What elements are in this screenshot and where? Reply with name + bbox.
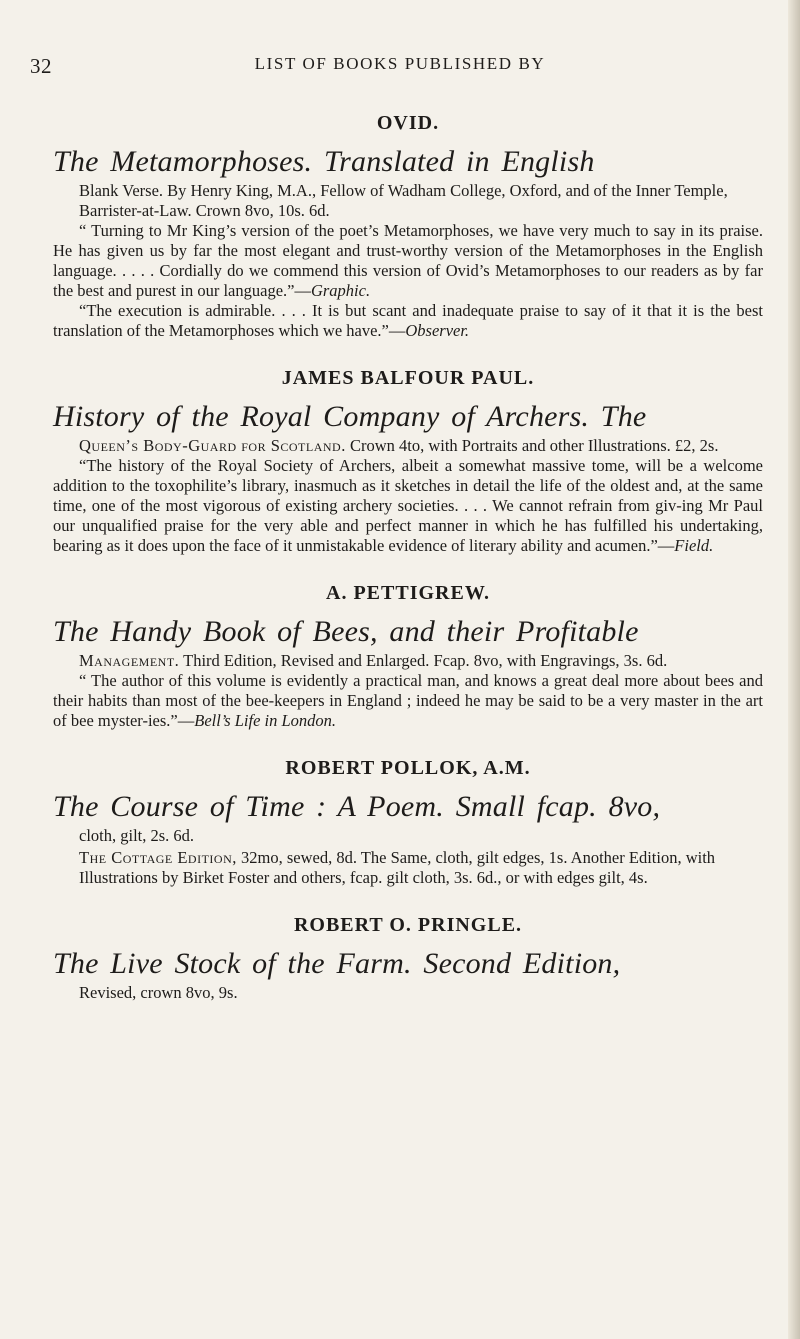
review-source: Observer.	[405, 321, 470, 340]
details-text: Crown 4to, with Portraits and other Illustrations. £2, 2s.	[345, 436, 719, 455]
review-text: “ Turning to Mr King’s version of the poet’s Metamorphoses, we have very much to say in its praise. He has given us by far the most elegant and trust-worthy version of the Metamorphoses in the English language. . . . . Cordially do we commend this version of Ovid’s Metamorphoses to our readers as by far the best and purest in our language.”—	[53, 221, 763, 300]
author-heading: JAMES BALFOUR PAUL.	[281, 367, 535, 389]
review-quote	[53, 221, 763, 301]
review-source: Field.	[674, 536, 714, 555]
edition-smallcaps: The Cottage Edition,	[79, 848, 237, 867]
review-quote	[53, 671, 763, 731]
book-title: The Handy Book of Bees, and their Profitable	[53, 615, 639, 648]
author-heading: A. PETTIGREW.	[326, 582, 490, 604]
page-number: 32	[30, 54, 52, 78]
book-details: Revised, crown 8vo, 9s.	[79, 983, 238, 1002]
book-entry	[53, 582, 763, 731]
author-heading: ROBERT POLLOK, A.M.	[285, 757, 531, 779]
review-quote	[53, 456, 763, 556]
book-title: The Live Stock of the Farm. Second Edition,	[53, 947, 621, 980]
book-title: History of the Royal Company of Archers. The	[53, 400, 647, 433]
book-entry	[53, 367, 763, 556]
author-heading: ROBERT O. PRINGLE.	[293, 914, 523, 936]
details-text: 32mo, sewed, 8d. The Same, cloth, gilt edges, 1s. Another Edition, with Illustrations by Birket Foster and others, fcap. gilt cloth, 3s. 6d., or with edges gilt, 4s.	[79, 848, 716, 887]
details-text: Third Edition, Revised and Enlarged. Fcap. 8vo, with Engravings, 3s. 6d.	[179, 651, 668, 670]
book-details	[53, 651, 763, 671]
page-edge-shadow	[788, 0, 800, 1339]
page-header	[0, 50, 800, 84]
review-source: Graphic.	[310, 281, 371, 300]
book-title: The Course of Time : A Poem. Small fcap. 8vo,	[53, 790, 661, 823]
book-entry	[53, 757, 763, 888]
review-text: “ The author of this volume is evidently a practical man, and knows a great deal more about bees and their habits than most of the bee-keepers in England ; indeed he may be said to be a very master in the art of bee myster-ies.”—	[53, 671, 763, 730]
book-entry	[53, 112, 763, 341]
book-entry	[53, 914, 763, 1003]
review-source: Bell’s Life in London.	[194, 711, 337, 730]
subtitle-smallcaps: Management.	[79, 651, 180, 670]
review-text: “The history of the Royal Society of Archers, albeit a somewhat massive tome, will be a welcome addition to the toxophilite’s library, inasmuch as it sketches in detail the life of the oldest and, at the same time, one of the most vigorous of existing archery societies. . . . We cannot refrain from giv-ing Mr Paul our unqualified praise for the very able and perfect manner in which he has fulfilled his undertaking, bearing as it does upon the face of it unmistakable evidence of literary ability and acumen.”—	[53, 456, 763, 555]
page-body	[53, 112, 763, 1003]
review-quote	[53, 301, 763, 341]
book-details: Blank Verse. By Henry King, M.A., Fellow of Wadham College, Oxford, and of the Inner Temple, Barrister-at-Law. Crown 8vo, 10s. 6d.	[79, 181, 728, 220]
book-details	[53, 436, 763, 456]
book-details: cloth, gilt, 2s. 6d.	[79, 826, 195, 845]
running-title: LIST OF BOOKS PUBLISHED BY	[254, 54, 546, 73]
book-details-edition	[53, 848, 763, 888]
author-heading: OVID.	[376, 112, 440, 134]
review-text: “The execution is admirable. . . . It is but scant and inadequate praise to say of it that it is the best translation of the Metamorphoses which we have.”—	[53, 301, 763, 340]
book-title: The Metamorphoses. Translated in English	[53, 145, 595, 178]
subtitle-smallcaps: Queen’s Body-Guard for Scotland.	[79, 436, 346, 455]
